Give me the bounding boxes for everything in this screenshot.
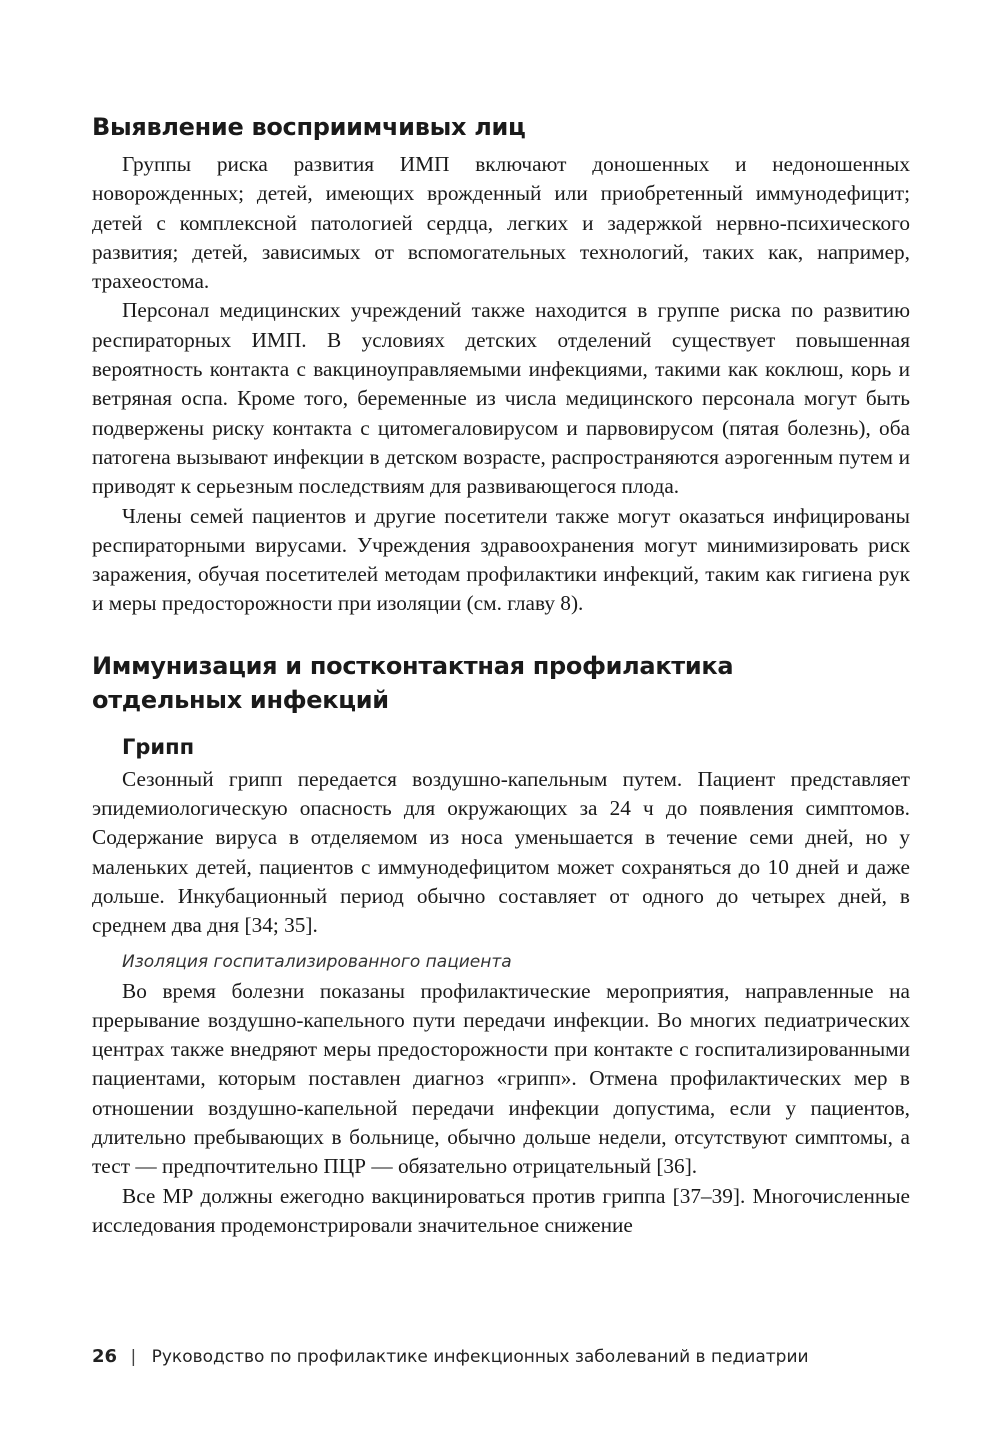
- paragraph-medical-staff: Персонал медицинских учреждений также находится в группе риска по развитию респираторных ИМП. В условиях детских отделений существует повышенная вероятность контакта с вакциноуправляемыми инфекциями, такими как коклюш, корь и ветряная оспа. Кроме того, беременные из числа медицинского персонала могут быть подвержены риску контакта с цитомегаловирусом и парвовирусом (пятая болезнь), оба патогена вызывают инфекции в детском возрасте, распространяются аэрогенным путем и приводят к серьезным последствиям для развивающегося плода.: [92, 298, 910, 499]
- section-heading-line-1: Иммунизация и постконтактная профилактика: [92, 651, 734, 680]
- paragraph-flu-transmission: Сезонный грипп передается воздушно-капельным путем. Пациент представляет эпидемиологическую опасность для окружающих за 24 ч до появления симптомов. Содержание вируса в отделяемом из носа уменьшается в течение семи дней, но у маленьких детей, пациентов с иммунодефицитом может сохраняться до 10 дней и даже дольше. Инкубационный период обычно составляет от одного до четырех дней, в среднем два дня [34; 35].: [92, 766, 910, 938]
- paragraph-isolation-measures: Во время болезни показаны профилактические мероприятия, направленные на прерывание воздушно-капельного пути передачи инфекции. Во многих педиатрических центрах также внедряют меры предосторожности при контакте с госпитализированными пациентами, которым поставлен диагноз «грипп». Отмена профилактических мер в отношении воздушно-капельной передачи инфекции допустима, если у пациентов, длительно пребывающих в больнице, обычно дольше недели, отсутствуют симптомы, а тест — предпочтительно ПЦР — обязательно отрицательный [36].: [92, 978, 910, 1179]
- paragraph-risk-groups: Группы риска развития ИМП включают доношенных и недоношенных новорожденных; детей, имеющих врожденный или приобретенный иммунодефицит; детей с комплексной патологией сердца, легких и задержкой нервно-психического развития; детей, зависимых от вспомогательных технологий, таких как, например, трахеостома.: [92, 152, 910, 294]
- paragraph-vaccination: Все МР должны ежегодно вакцинироваться против гриппа [37–39]. Многочисленные исследования продемонстрировали значительное снижение: [92, 1183, 910, 1237]
- page-number: 26: [92, 1346, 118, 1367]
- page-footer: [92, 1345, 809, 1369]
- subsection-heading-flu: Грипп: [122, 734, 195, 759]
- footer-separator: |: [130, 1347, 137, 1367]
- section-heading-immunization: [92, 649, 910, 717]
- subheading-isolation: Изоляция госпитализированного пациента: [122, 951, 512, 972]
- page-body: [92, 110, 910, 1240]
- section-heading-line-2: отдельных инфекций: [92, 685, 389, 714]
- paragraph-visitors: Члены семей пациентов и другие посетители также могут оказаться инфицированы респираторными вирусами. Учреждения здравоохранения могут минимизировать риск заражения, обучая посетителей методам профилактики инфекций, таким как гигиена рук и меры предосторожности при изоляции (см. главу 8).: [92, 503, 910, 616]
- running-title: Руководство по профилактике инфекционных заболеваний в педиатрии: [151, 1347, 809, 1367]
- section-heading-susceptible: Выявление восприимчивых лиц: [92, 113, 526, 141]
